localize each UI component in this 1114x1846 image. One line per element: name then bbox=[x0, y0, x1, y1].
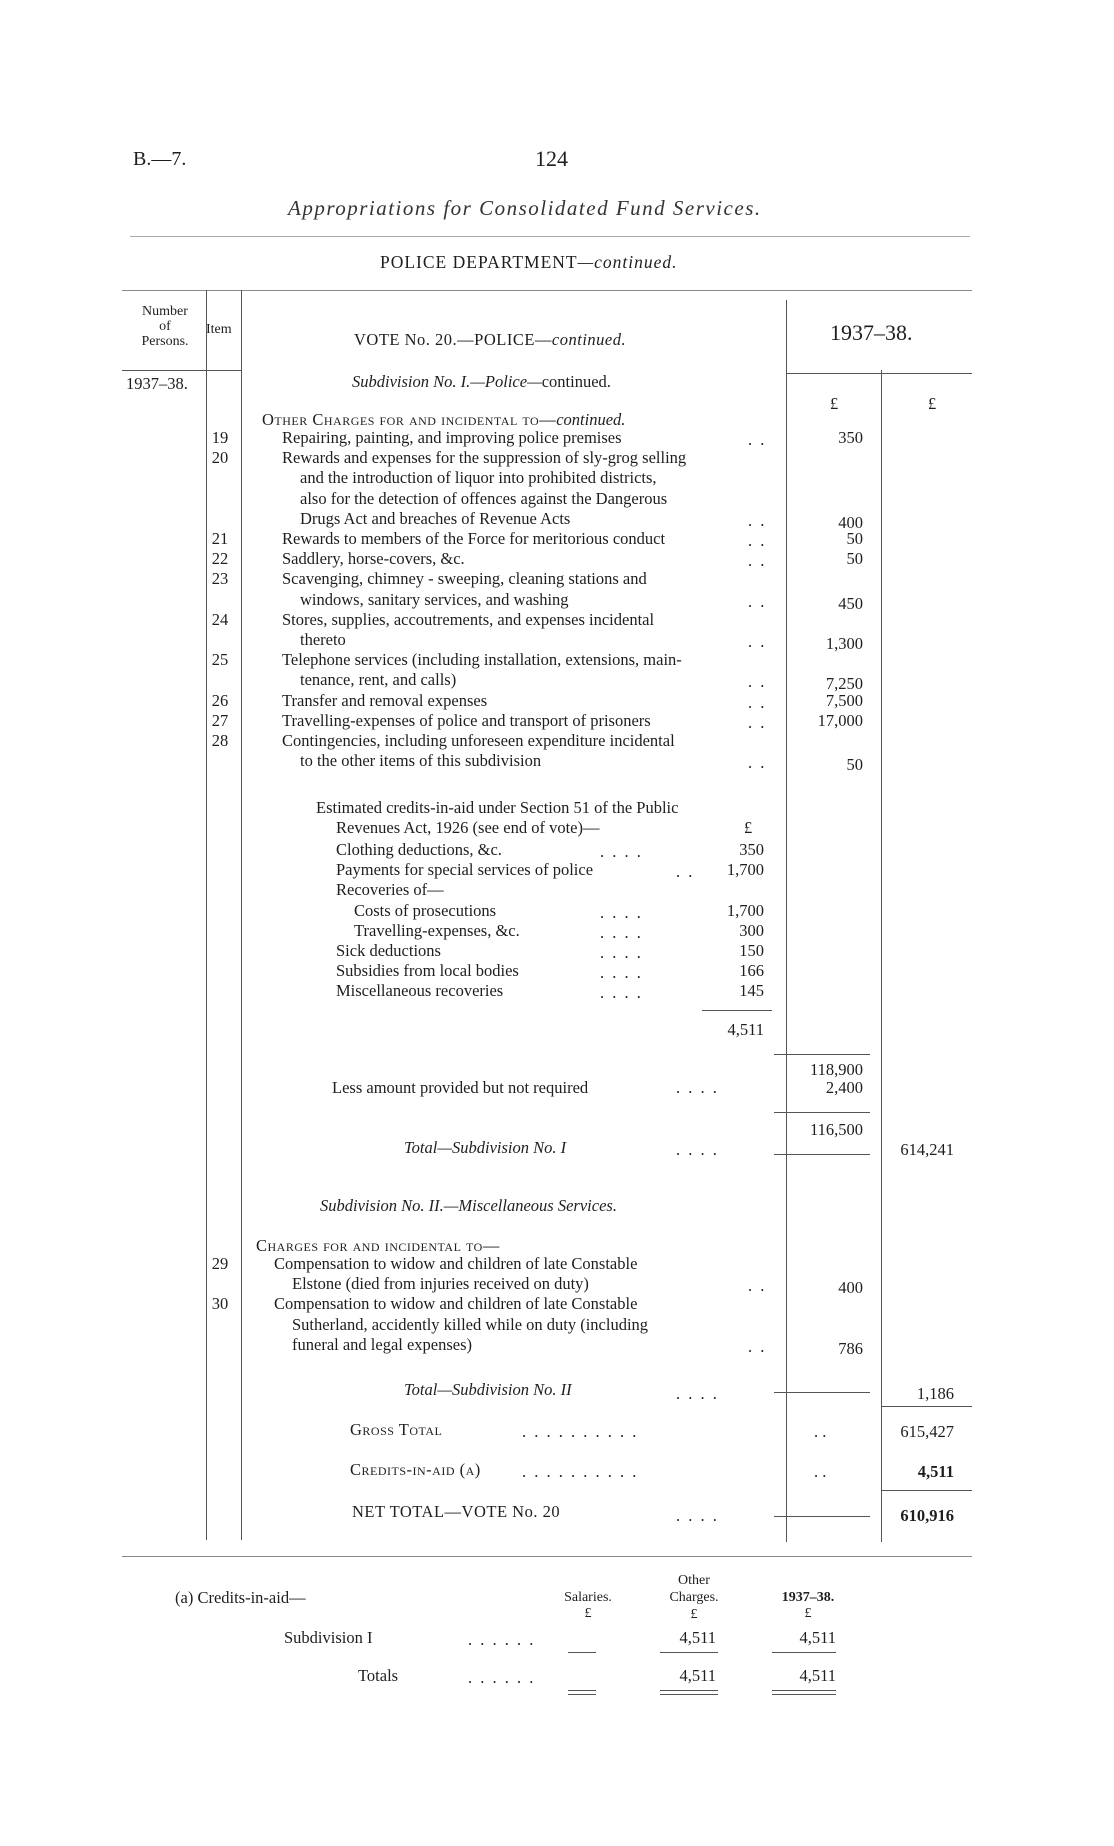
sub2-total-leader: . . . . bbox=[676, 1384, 719, 1403]
footnote-dbl-b1 bbox=[660, 1690, 718, 1691]
less-leader: . . . . bbox=[676, 1078, 719, 1097]
item-leader: . . bbox=[748, 510, 767, 530]
sub1-less: 2,400 bbox=[825, 1078, 863, 1097]
item-number: 26 bbox=[211, 690, 229, 710]
item-number: 24 bbox=[211, 609, 229, 629]
credit-value: 166 bbox=[739, 961, 764, 981]
footnote-dbl-c1 bbox=[772, 1690, 836, 1691]
sub2-total: 1,186 bbox=[916, 1384, 954, 1403]
page-title: Appropriations for Consolidated Fund Services. bbox=[288, 196, 762, 220]
item-leader: . . bbox=[748, 591, 767, 611]
item-number: 28 bbox=[211, 731, 229, 750]
item-description-line: Stores, supplies, accoutrements, and expenses incidental bbox=[282, 609, 655, 629]
item-number: 23 bbox=[211, 569, 229, 589]
sub2-total-label: Total—Subdivision No. II bbox=[404, 1380, 572, 1399]
gross-col1-dash: . . bbox=[814, 1422, 827, 1441]
item-number: 21 bbox=[211, 529, 229, 548]
credits-col1-dash: . . bbox=[814, 1462, 827, 1481]
left-head-rule bbox=[122, 370, 241, 371]
credits-in-aid-value: 4,511 bbox=[917, 1462, 954, 1481]
item-description-line: Compensation to widow and children of late Constable bbox=[274, 1294, 638, 1314]
net-total-label: NET TOTAL—VOTE No. 20 bbox=[352, 1502, 561, 1521]
gross-total: 615,427 bbox=[900, 1422, 954, 1441]
item-amount: 786 bbox=[838, 1338, 863, 1358]
table-bottom-rule bbox=[122, 1556, 972, 1557]
item-leader: . . bbox=[748, 692, 767, 712]
sub1-sum-rule bbox=[774, 1054, 870, 1055]
footnote-label: (a) Credits-in-aid— bbox=[175, 1588, 306, 1607]
sub1-net-rule bbox=[774, 1112, 870, 1113]
credit-label: Subsidies from local bodies bbox=[336, 961, 519, 981]
item-number: 25 bbox=[211, 650, 229, 670]
credits-sum-rule bbox=[702, 1010, 772, 1011]
credit-label: Travelling-expenses, &c. bbox=[354, 920, 520, 940]
page-ref: B.—7. bbox=[133, 148, 187, 170]
item-amount: 50 bbox=[846, 755, 863, 775]
item-amount: 400 bbox=[838, 1278, 863, 1298]
item-description-line: Sutherland, accidently killed while on duty (including bbox=[292, 1314, 649, 1334]
credit-label: Payments for special services of police bbox=[336, 860, 594, 880]
item-leader: . . bbox=[748, 1336, 767, 1356]
item-leader: . . bbox=[748, 430, 767, 449]
footnote-rule-a bbox=[568, 1652, 596, 1653]
credit-leader: . . . . bbox=[600, 922, 643, 942]
item-number: 27 bbox=[211, 710, 229, 730]
credits-pound: £ bbox=[744, 818, 753, 837]
item-description-line: Telephone services (including installation, extensions, main- bbox=[282, 650, 682, 670]
table-top-rule bbox=[122, 290, 972, 291]
col-rule-persons bbox=[206, 290, 207, 1540]
credits-in-aid-leader: . . . . . . . . . . bbox=[522, 1462, 639, 1481]
less-label: Less amount provided but not required bbox=[332, 1078, 589, 1097]
credits-in-aid-label: Credits-in-aid (a) bbox=[350, 1460, 481, 1479]
sub2-charges-heading: Charges for and incidental to— bbox=[256, 1236, 500, 1255]
item-amount: 17,000 bbox=[817, 710, 863, 730]
pound-col2: £ bbox=[928, 394, 937, 413]
item-description-line: Rewards and expenses for the suppression of sly-grog selling bbox=[282, 448, 687, 468]
credit-leader: . . . . bbox=[600, 983, 643, 1003]
header-rule bbox=[130, 236, 970, 237]
item-description-line: Contingencies, including unforeseen expenditure incidental bbox=[282, 731, 675, 750]
item-amount: 7,500 bbox=[825, 690, 863, 710]
col-rule-item bbox=[241, 290, 242, 1540]
credit-value: 1,700 bbox=[726, 860, 764, 880]
credits-heading-1: Estimated credits-in-aid under Section 51 of the Public bbox=[316, 798, 679, 817]
item-number: 29 bbox=[211, 1254, 229, 1273]
item-amount: 1,300 bbox=[825, 634, 863, 653]
item-description-line: Repairing, painting, and improving police premises bbox=[282, 428, 622, 447]
item-description-line: Rewards to members of the Force for meritorious conduct bbox=[282, 529, 666, 548]
col-rule-amount bbox=[881, 370, 882, 1542]
right-head-rule bbox=[786, 373, 972, 374]
item-leader: . . bbox=[748, 753, 767, 773]
item-leader: . . bbox=[748, 551, 767, 571]
item-description-line: to the other items of this subdivision bbox=[300, 751, 542, 771]
item-leader: . . bbox=[748, 672, 767, 692]
subdivision-1-title: Subdivision No. I.—Police—continued. bbox=[352, 372, 611, 391]
item-description-line: tenance, rent, and calls) bbox=[300, 670, 457, 690]
item-description-line: Compensation to widow and children of late Constable bbox=[274, 1254, 638, 1273]
persons-header: Number of Persons. bbox=[141, 304, 189, 349]
credit-value: 300 bbox=[739, 920, 764, 940]
footnote-dbl-a1 bbox=[568, 1690, 596, 1691]
credits-heading-2: Revenues Act, 1926 (see end of vote)— bbox=[336, 818, 600, 837]
item-amount: 450 bbox=[838, 593, 863, 613]
item-amount: 350 bbox=[838, 428, 863, 447]
item-description-line: funeral and legal expenses) bbox=[292, 1334, 473, 1354]
net-top-rule bbox=[882, 1490, 972, 1491]
item-amount: 400 bbox=[838, 512, 863, 532]
item-amount: 50 bbox=[846, 529, 863, 548]
other-charges-heading: Other Charges for and incidental to—continued. bbox=[262, 410, 626, 429]
sub1-total-label: Total—Subdivision No. I bbox=[404, 1138, 567, 1157]
vote-title: VOTE No. 20.—POLICE—continued. bbox=[354, 330, 627, 349]
gross-top-rule bbox=[882, 1406, 972, 1407]
sub1-total-rule bbox=[774, 1154, 870, 1155]
item-number: 30 bbox=[211, 1294, 229, 1314]
credit-value: 150 bbox=[739, 941, 764, 960]
item-description-line: Transfer and removal expenses bbox=[282, 690, 488, 710]
year-header: 1937–38. bbox=[830, 320, 913, 345]
sub1-gross: 118,900 bbox=[809, 1060, 863, 1079]
sub1-net: 116,500 bbox=[809, 1120, 863, 1139]
item-number: 19 bbox=[211, 428, 229, 447]
footnote-rule-b bbox=[660, 1652, 718, 1653]
persons-year: 1937–38. bbox=[126, 374, 188, 393]
item-leader: . . bbox=[748, 712, 767, 732]
footnote-col-salaries: Salaries. £ bbox=[564, 1590, 612, 1621]
footnote-rule-c bbox=[772, 1652, 836, 1653]
net-leader: . . . . bbox=[676, 1506, 719, 1525]
footnote-dbl-c2 bbox=[772, 1694, 836, 1695]
item-description-line: also for the detection of offences against the Dangerous bbox=[300, 488, 668, 508]
item-number: 22 bbox=[211, 549, 229, 569]
footnote-dbl-a2 bbox=[568, 1694, 596, 1695]
credit-leader: . . bbox=[676, 862, 695, 882]
department-title: POLICE DEPARTMENT—continued. bbox=[380, 252, 678, 272]
item-header: Item bbox=[206, 322, 232, 337]
credit-value: 350 bbox=[739, 840, 764, 859]
footnote-dbl-b2 bbox=[660, 1694, 718, 1695]
credit-value: 1,700 bbox=[726, 900, 764, 920]
credit-leader: . . . . bbox=[600, 902, 643, 922]
sub1-total-leader: . . . . bbox=[676, 1140, 719, 1159]
credit-leader: . . . . bbox=[600, 963, 643, 983]
credit-leader: . . . . bbox=[600, 943, 643, 962]
credit-value: 145 bbox=[739, 981, 764, 1001]
item-description-line: thereto bbox=[300, 630, 346, 649]
pound-col1: £ bbox=[830, 394, 839, 413]
item-amount: 7,250 bbox=[825, 674, 863, 694]
sub2-total-rule bbox=[774, 1392, 870, 1393]
item-description-line: Elstone (died from injuries received on duty) bbox=[292, 1274, 589, 1294]
footnote-col-year: 1937–38. £ bbox=[781, 1590, 835, 1621]
credits-total: 4,511 bbox=[727, 1020, 764, 1039]
credit-leader: . . . . bbox=[600, 842, 643, 861]
credit-label: Clothing deductions, &c. bbox=[336, 840, 502, 859]
item-description-line: Travelling-expenses of police and transport of prisoners bbox=[282, 710, 651, 730]
sub1-total: 614,241 bbox=[900, 1140, 954, 1159]
item-description-line: and the introduction of liquor into prohibited districts, bbox=[300, 468, 657, 488]
credit-label: Recoveries of— bbox=[336, 880, 444, 900]
item-leader: . . bbox=[748, 531, 767, 550]
item-number: 20 bbox=[211, 448, 229, 468]
item-leader: . . bbox=[748, 632, 767, 651]
credit-label: Costs of prosecutions bbox=[354, 900, 497, 920]
gross-total-label: Gross Total bbox=[350, 1420, 443, 1439]
item-leader: . . bbox=[748, 1276, 767, 1296]
net-total-value: 610,916 bbox=[900, 1506, 954, 1525]
footnote-col-other: Other Charges. £ bbox=[669, 1573, 719, 1622]
credit-label: Sick deductions bbox=[336, 941, 441, 960]
subdivision-2-title: Subdivision No. II.—Miscellaneous Services. bbox=[320, 1196, 617, 1215]
item-description-line: Drugs Act and breaches of Revenue Acts bbox=[300, 508, 571, 528]
item-description-line: windows, sanitary services, and washing bbox=[300, 589, 569, 609]
gross-leader: . . . . . . . . . . bbox=[522, 1422, 639, 1441]
net-col1-rule bbox=[774, 1516, 870, 1517]
item-description-line: Saddlery, horse-covers, &c. bbox=[282, 549, 465, 569]
item-amount: 50 bbox=[846, 549, 863, 569]
item-description-line: Scavenging, chimney - sweeping, cleaning stations and bbox=[282, 569, 647, 589]
credit-label: Miscellaneous recoveries bbox=[336, 981, 504, 1001]
page-number: 124 bbox=[535, 146, 568, 171]
